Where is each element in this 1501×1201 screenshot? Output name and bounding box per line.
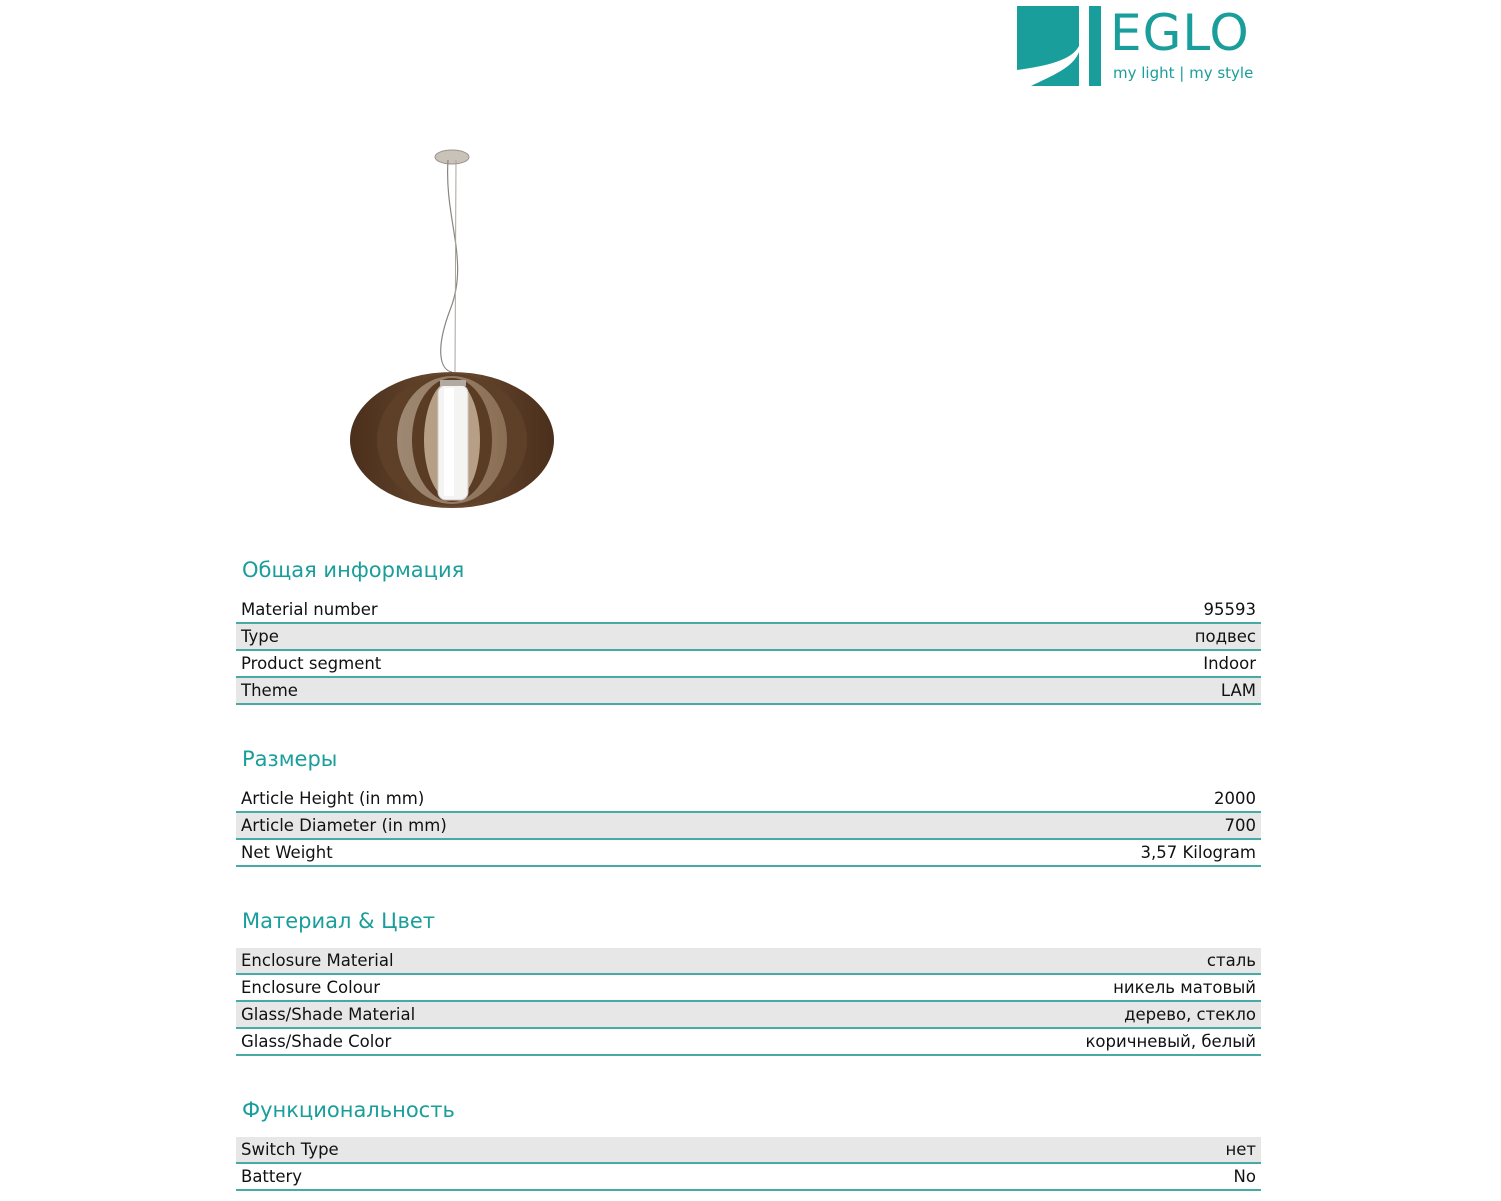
row-label: Enclosure Colour [241,978,381,997]
section-functionality [236,1097,1261,1186]
table-row [236,651,1261,678]
row-label: Glass/Shade Material [241,1005,416,1024]
row-label: Glass/Shade Color [241,1032,392,1051]
table-row [236,1137,1261,1164]
eglo-logo [1017,6,1267,88]
section-material-color [236,908,1261,1051]
eglo-logo-mark-icon [1017,6,1101,86]
row-value: никель матовый [1113,978,1256,997]
row-label: Enclosure Material [241,951,394,970]
table-row [236,948,1261,975]
row-label: Article Diameter (in mm) [241,816,447,835]
table-row [236,840,1261,867]
section-title: Размеры [242,747,338,771]
row-value: No [1233,1167,1256,1186]
brand-tagline: my light | my style [1113,64,1254,82]
table-row [236,678,1261,705]
table-row [236,975,1261,1002]
section-title: Функциональность [242,1098,455,1122]
table-row [236,786,1261,813]
row-value: нет [1225,1140,1256,1159]
table-row [236,624,1261,651]
table-row [236,1029,1261,1056]
row-label: Switch Type [241,1140,339,1159]
row-label: Article Height (in mm) [241,789,425,808]
row-label: Type [241,627,279,646]
row-label: Product segment [241,654,382,673]
section-title: Общая информация [242,558,465,582]
row-value: сталь [1206,951,1256,970]
section-general-info [236,557,1261,700]
table-row [236,813,1261,840]
table-row [236,1164,1261,1191]
pendant-lamp-image [340,140,565,520]
brand-name: EGLO [1110,4,1250,62]
row-label: Net Weight [241,843,333,862]
row-value: коричневый, белый [1085,1032,1256,1051]
row-value: 95593 [1203,600,1256,619]
row-label: Theme [241,681,298,700]
section-title: Материал & Цвет [242,909,435,933]
row-value: дерево, стекло [1124,1005,1256,1024]
row-value: подвес [1194,627,1256,646]
section-dimensions [236,746,1261,862]
row-label: Material number [241,600,378,619]
table-row [236,1002,1261,1029]
row-value: 2000 [1214,789,1256,808]
row-value: 3,57 Kilogram [1140,843,1256,862]
row-label: Battery [241,1167,303,1186]
table-row [236,597,1261,624]
row-value: Indoor [1203,654,1256,673]
row-value: 700 [1224,816,1256,835]
row-value: LAM [1220,681,1256,700]
